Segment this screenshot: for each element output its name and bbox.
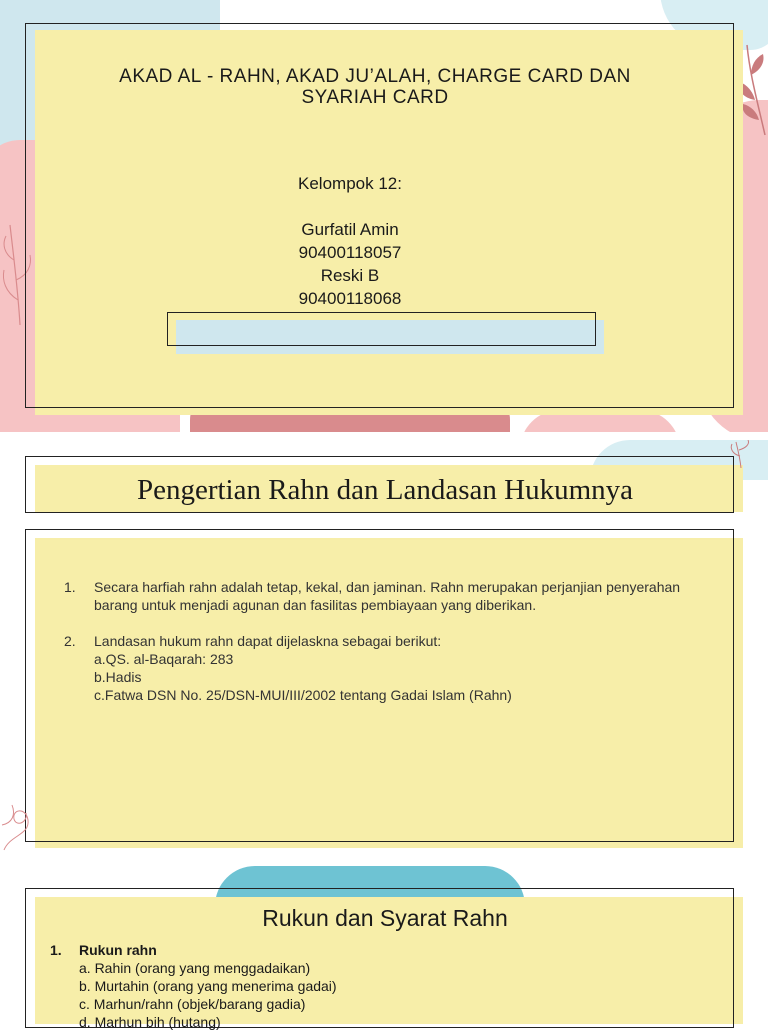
leaf-icon <box>726 440 756 470</box>
list-number: 2. <box>64 633 76 649</box>
presentation-title: AKAD AL - RAHN, AKAD JU’ALAH, CHARGE CARD DAN SYARIAH CARD <box>119 66 631 108</box>
list-item: d. Marhun bih (hutang) <box>79 1014 221 1030</box>
spacer <box>200 195 500 218</box>
member-id: 90400118057 <box>298 243 402 262</box>
group-label: Kelompok 12: <box>298 174 402 193</box>
section-title: Pengertian Rahn dan Landasan Hukumnya <box>136 474 634 506</box>
list-item: c. Marhun/rahn (objek/barang gadia) <box>79 996 306 1012</box>
title-slide <box>0 0 768 432</box>
list-item: b. Murtahin (orang yang menerima gadai) <box>79 978 337 994</box>
member-name: Reski B <box>320 266 380 285</box>
member-name: Gurfatil Amin <box>301 220 399 239</box>
list-number: 1. <box>50 942 62 958</box>
list-number: 1. <box>64 579 76 595</box>
sub-item: a.QS. al-Baqarah: 283 <box>94 651 234 667</box>
sub-item: b.Hadis <box>94 669 142 685</box>
list-item <box>64 632 704 650</box>
group-info <box>200 172 500 310</box>
list-item: a. Rahin (orang yang menggadaikan) <box>79 960 311 976</box>
list-text: Landasan hukum rahn dapat dijelaskna sebagai berikut: <box>94 633 442 649</box>
list-heading <box>50 941 710 959</box>
sub-item: c.Fatwa DSN No. 25/DSN-MUI/III/2002 tentang Gadai Islam (Rahn) <box>94 687 512 703</box>
section-header-slide <box>0 440 768 520</box>
swirl-icon <box>0 795 40 855</box>
rukun-list <box>50 941 710 1031</box>
list-item <box>64 578 704 614</box>
definition-list <box>64 578 704 704</box>
list-heading-text: Rukun rahn <box>79 942 157 958</box>
section-title: Rukun dan Syarat Rahn <box>262 905 508 931</box>
member-id: 90400118068 <box>298 289 402 308</box>
list-text: Secara harfiah rahn adalah tetap, kekal, dan jaminan. Rahn merupakan perjanjian penyerahan barang untuk menjadi agunan dan fasilitas pembiayaan yang diberikan. <box>94 579 681 613</box>
decorative-bar-frame <box>167 312 596 346</box>
